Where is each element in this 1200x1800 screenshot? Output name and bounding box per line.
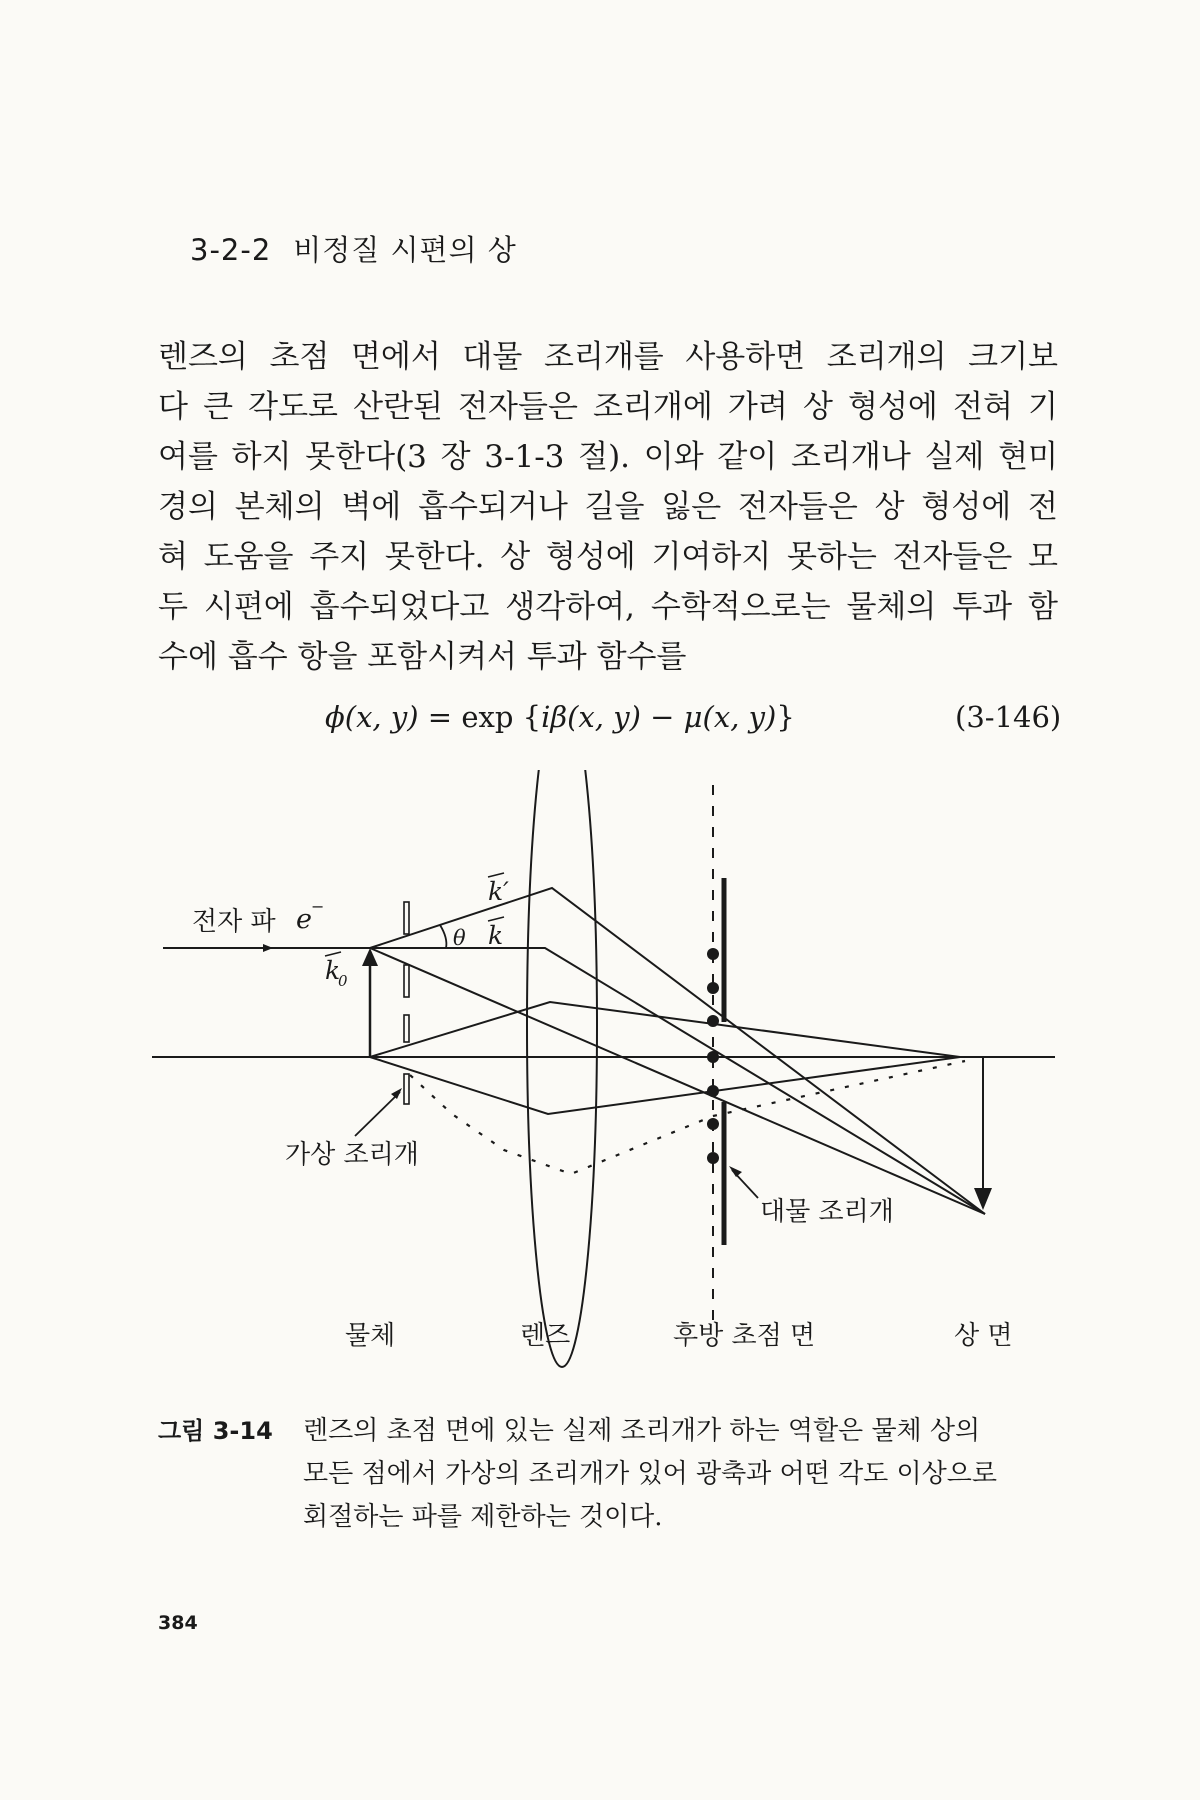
dotted-ray-upper (713, 1061, 965, 1116)
label-k-prime: k′ (488, 877, 509, 906)
diffraction-spot (707, 948, 719, 960)
body-line: 다 큰 각도로 산란된 전자들은 조리개에 가려 상 형성에 전혀 기 (158, 389, 1058, 425)
diffraction-spot (707, 1152, 719, 1164)
eq-minus: − (640, 700, 684, 734)
label-lens: 렌즈 (520, 1321, 571, 1351)
label-virtual-aperture: 가상 조리개 (285, 1140, 419, 1170)
caption-label: 그림 3-14 (158, 1417, 273, 1445)
virtual-aperture-segment (404, 965, 409, 997)
label-back-focal-plane: 후방 초점 면 (673, 1321, 816, 1351)
equation-body (325, 700, 795, 734)
label-e-minus: e (296, 904, 312, 935)
equation-3-146 (0, 700, 1200, 750)
section-number: 3-2-2 (190, 233, 272, 267)
virtual-aperture-segment (404, 1074, 409, 1104)
diffraction-spot (707, 1085, 719, 1097)
virtual-aperture-segment (404, 1015, 409, 1042)
ray-axis-up (370, 1002, 960, 1057)
caption-line: 렌즈의 초점 면에 있는 실제 조리개가 하는 역할은 물체 상의 (303, 1416, 981, 1446)
caption-text (303, 1410, 1063, 1539)
label-k: k (488, 921, 504, 950)
label-object: 물체 (345, 1321, 396, 1351)
caption-line: 모든 점에서 가상의 조리개가 있어 광축과 어떤 각도 이상으로 (303, 1459, 998, 1489)
eq-close: } (776, 700, 795, 734)
label-k0-sub: 0 (338, 972, 348, 990)
section-heading (190, 228, 517, 269)
label-electron-wave: 전자 파 (192, 907, 276, 937)
virtual-aperture-leader (355, 1092, 400, 1136)
body-line: 혀 도움을 주지 못한다. 상 형성에 기여하지 못하는 전자들은 모 (158, 539, 1058, 575)
figure-3-14-diagram (0, 770, 1200, 1370)
body-line: 경의 본체의 벽에 흡수되거나 길을 잃은 전자들은 상 형성에 전 (158, 489, 1058, 525)
body-line: 두 시편에 흡수되었다고 생각하여, 수학적으로는 물체의 투과 함 (158, 589, 1058, 625)
label-theta: θ (453, 926, 466, 950)
objective-aperture-leader-head (729, 1166, 742, 1177)
label-image-plane: 상 면 (954, 1321, 1013, 1351)
page-number: 384 (158, 1612, 198, 1634)
body-paragraph (158, 332, 1058, 682)
diffraction-spot (707, 982, 719, 994)
ray-axis-down (370, 1057, 960, 1114)
eq-lhs: ϕ(x, y) (325, 700, 419, 734)
virtual-aperture-leader-head (391, 1088, 402, 1099)
section-title: 비정질 시편의 상 (293, 233, 517, 267)
eq-term-beta: iβ(x, y) (541, 700, 641, 734)
body-line: 여를 하지 못한다(3 장 3-1-3 절). 이와 같이 조리개나 실제 현미 (158, 439, 1058, 475)
lens-ellipse (527, 770, 597, 1367)
eq-equals: = exp { (418, 700, 542, 734)
label-k0: k (325, 956, 341, 985)
label-objective-aperture: 대물 조리개 (760, 1197, 894, 1227)
body-line: 렌즈의 초점 면에서 대물 조리개를 사용하면 조리개의 크기보 (158, 339, 1058, 375)
diffraction-spot (707, 1051, 719, 1063)
virtual-aperture-segment (404, 902, 409, 934)
diffraction-spot (707, 1015, 719, 1027)
eq-term-mu: μ(x, y) (683, 700, 777, 734)
body-line: 수에 흡수 항을 포함시켜서 투과 함수를 (158, 639, 687, 675)
caption-line: 회절하는 파를 제한하는 것이다. (303, 1502, 663, 1532)
ray-steep (370, 948, 985, 1214)
label-e-minus-sup: − (311, 897, 325, 916)
equation-number: (3-146) (955, 700, 1062, 734)
dotted-ray-virtual (410, 1075, 713, 1174)
diffraction-spot (707, 1118, 719, 1130)
theta-arc (440, 925, 446, 948)
